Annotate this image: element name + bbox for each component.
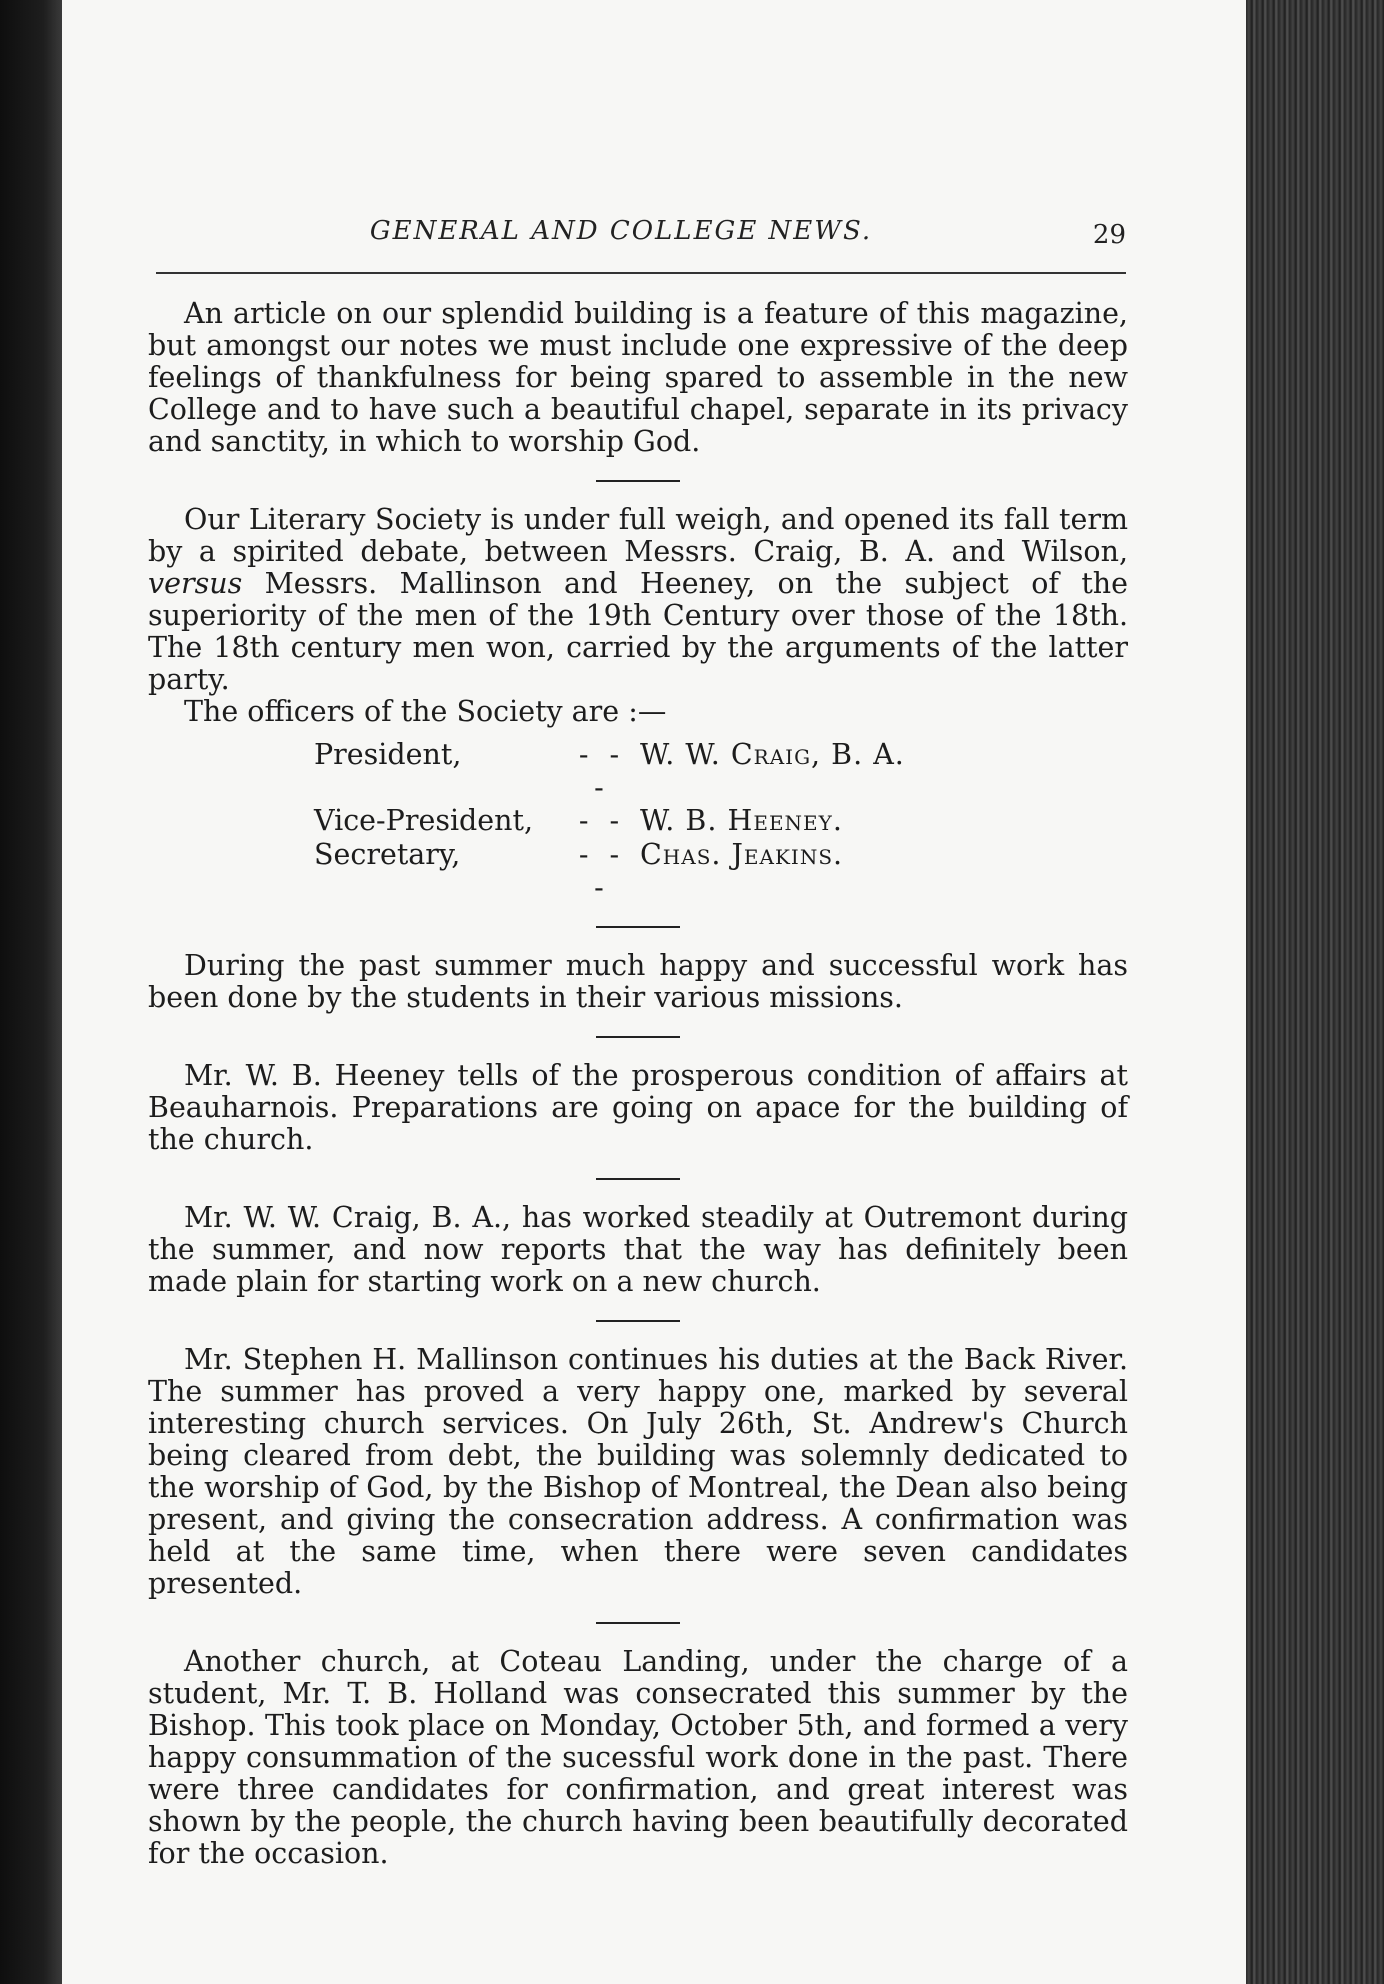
paragraph-heeney-beauharnois: Mr. W. B. Heeney tells of the prosperous condition of affairs at Beauharnois. Preparations are going on apace for the building of the church. bbox=[148, 1059, 1128, 1156]
paragraph-coteau-landing: Another church, at Coteau Landing, under the charge of a student, Mr. T. B. Holland was consecrated this summer by the Bishop. This took place on Monday, October 5th, and formed a very happy consummation of the sucessful work done in the past. There were three candidates for confirmation, and great interest was shown by the people, the church having been beautifully decorated for the occasion. bbox=[148, 1645, 1128, 1870]
section-divider bbox=[596, 1036, 680, 1038]
section-divider bbox=[596, 480, 680, 482]
literary-society-text: Our Literary Society is under full weigh, and opened its fall term by a spirited debate, between Messrs. Craig, B. A. and Wilson, bbox=[148, 503, 1128, 568]
officers-list bbox=[314, 738, 905, 904]
officer-dashes: - - - bbox=[578, 738, 626, 804]
officer-name: W. B. Heeney. bbox=[640, 804, 843, 837]
officer-name: W. W. Craig, B. A. bbox=[640, 738, 905, 771]
paragraph-summer-missions: During the past summer much happy and successful work has been done by the students in their various missions. bbox=[148, 949, 1128, 1014]
italic-versus: versus bbox=[148, 567, 243, 600]
officer-dashes: - - - bbox=[578, 838, 626, 904]
paragraph-mallinson-back-river: Mr. Stephen H. Mallinson continues his duties at the Back River. The summer has proved a very happy one, marked by several interesting church services. On July 26th, St. Andrew's Church being cleared from debt, the building was solemnly dedicated to the worship of God, by the Bishop of Montreal, the Dean also being present, and giving the consecration address. A confirmation was held at the same time, when there were seven candidates presented. bbox=[148, 1343, 1128, 1600]
article-body bbox=[148, 298, 1128, 1870]
section-divider bbox=[596, 1178, 680, 1180]
book-spine-shadow bbox=[0, 0, 62, 1984]
officers-intro: The officers of the Society are :— bbox=[184, 695, 667, 728]
officer-role: Vice-President, bbox=[314, 804, 534, 837]
officer-row bbox=[314, 738, 905, 804]
officer-role: President, bbox=[314, 738, 462, 771]
officer-name: Chas. Jeakins. bbox=[640, 838, 844, 871]
officer-row bbox=[314, 838, 905, 904]
section-divider bbox=[596, 1622, 680, 1624]
page-edges bbox=[1246, 0, 1384, 1984]
running-head-title: GENERAL AND COLLEGE NEWS. bbox=[369, 216, 873, 246]
literary-society-text-continued: Messrs. Mallinson and Heeney, on the subject of the superiority of the men of the 19th Century over those of the 18th. The 18th century men won, carried by the arguments of the latter party. bbox=[148, 567, 1128, 696]
paragraph-new-building: An article on our splendid building is a feature of this magazine, but amongst our notes we must include one expressive of the deep feelings of thankfulness for being spared to assemble in the new College and to have such a beautiful chapel, separate in its privacy and sanctity, in which to worship God. bbox=[148, 297, 1128, 458]
section-divider bbox=[596, 1320, 680, 1322]
section-divider bbox=[596, 926, 680, 928]
paragraph-craig-outremont: Mr. W. W. Craig, B. A., has worked steadily at Outremont during the summer, and now reports that the way has definitely been made plain for starting work on a new church. bbox=[148, 1201, 1128, 1298]
officer-dashes: - - bbox=[578, 804, 626, 837]
running-head bbox=[156, 210, 1126, 280]
header-rule bbox=[156, 272, 1126, 274]
officer-role: Secretary, bbox=[314, 838, 461, 871]
paragraph-literary-society bbox=[148, 504, 1128, 696]
officer-row bbox=[314, 804, 905, 838]
page-number: 29 bbox=[1092, 220, 1126, 250]
